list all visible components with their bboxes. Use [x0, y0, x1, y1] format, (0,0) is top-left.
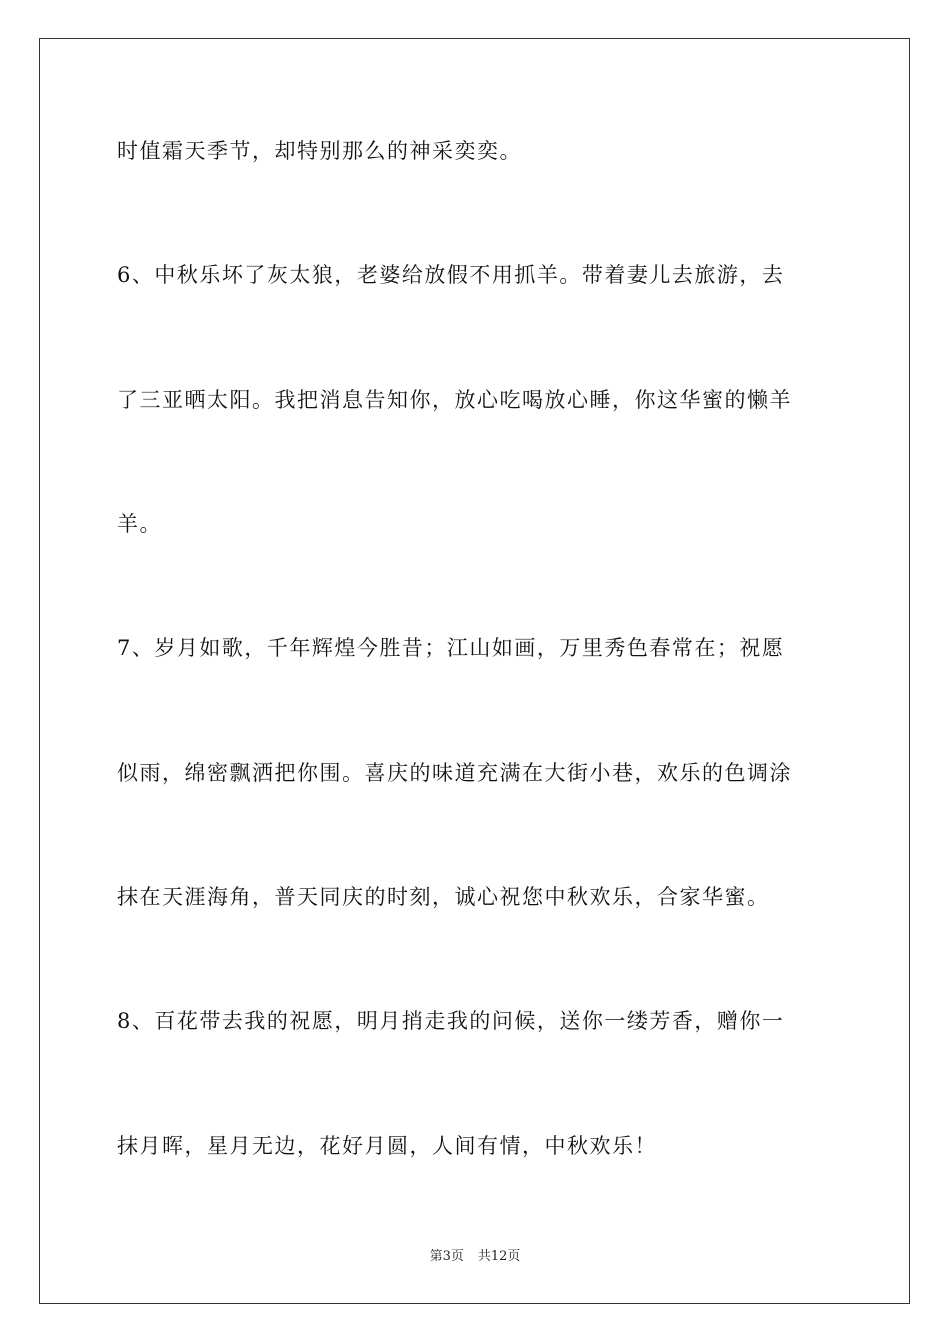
body-line-3: 了三亚晒太阳。我把消息告知你，放心吃喝放心睡，你这华蜜的懒羊 — [117, 388, 792, 412]
page-total: 共12页 — [477, 1249, 521, 1264]
page-border — [39, 38, 910, 1304]
page-number: 第3页 — [429, 1249, 464, 1264]
body-line-5: 7、岁月如歌，千年辉煌今胜昔；江山如画，万里秀色春常在；祝愿 — [117, 636, 785, 660]
body-line-6: 似雨，绵密飘洒把你围。喜庆的味道充满在大街小巷，欢乐的色调涂 — [117, 761, 792, 785]
page-footer — [0, 1248, 950, 1266]
body-line-7: 抹在天涯海角，普天同庆的时刻，诚心祝您中秋欢乐，合家华蜜。 — [117, 885, 770, 909]
body-line-2: 6、中秋乐坏了灰太狼，老婆给放假不用抓羊。带着妻儿去旅游，去 — [117, 263, 785, 287]
body-line-4: 羊。 — [117, 512, 162, 536]
body-line-1: 时值霜天季节，却特别那么的神采奕奕。 — [117, 139, 522, 163]
body-line-8: 8、百花带去我的祝愿，明月捎走我的问候，送你一缕芳香，赠你一 — [117, 1009, 785, 1033]
body-line-9: 抹月晖，星月无边，花好月圆，人间有情，中秋欢乐！ — [117, 1134, 657, 1158]
